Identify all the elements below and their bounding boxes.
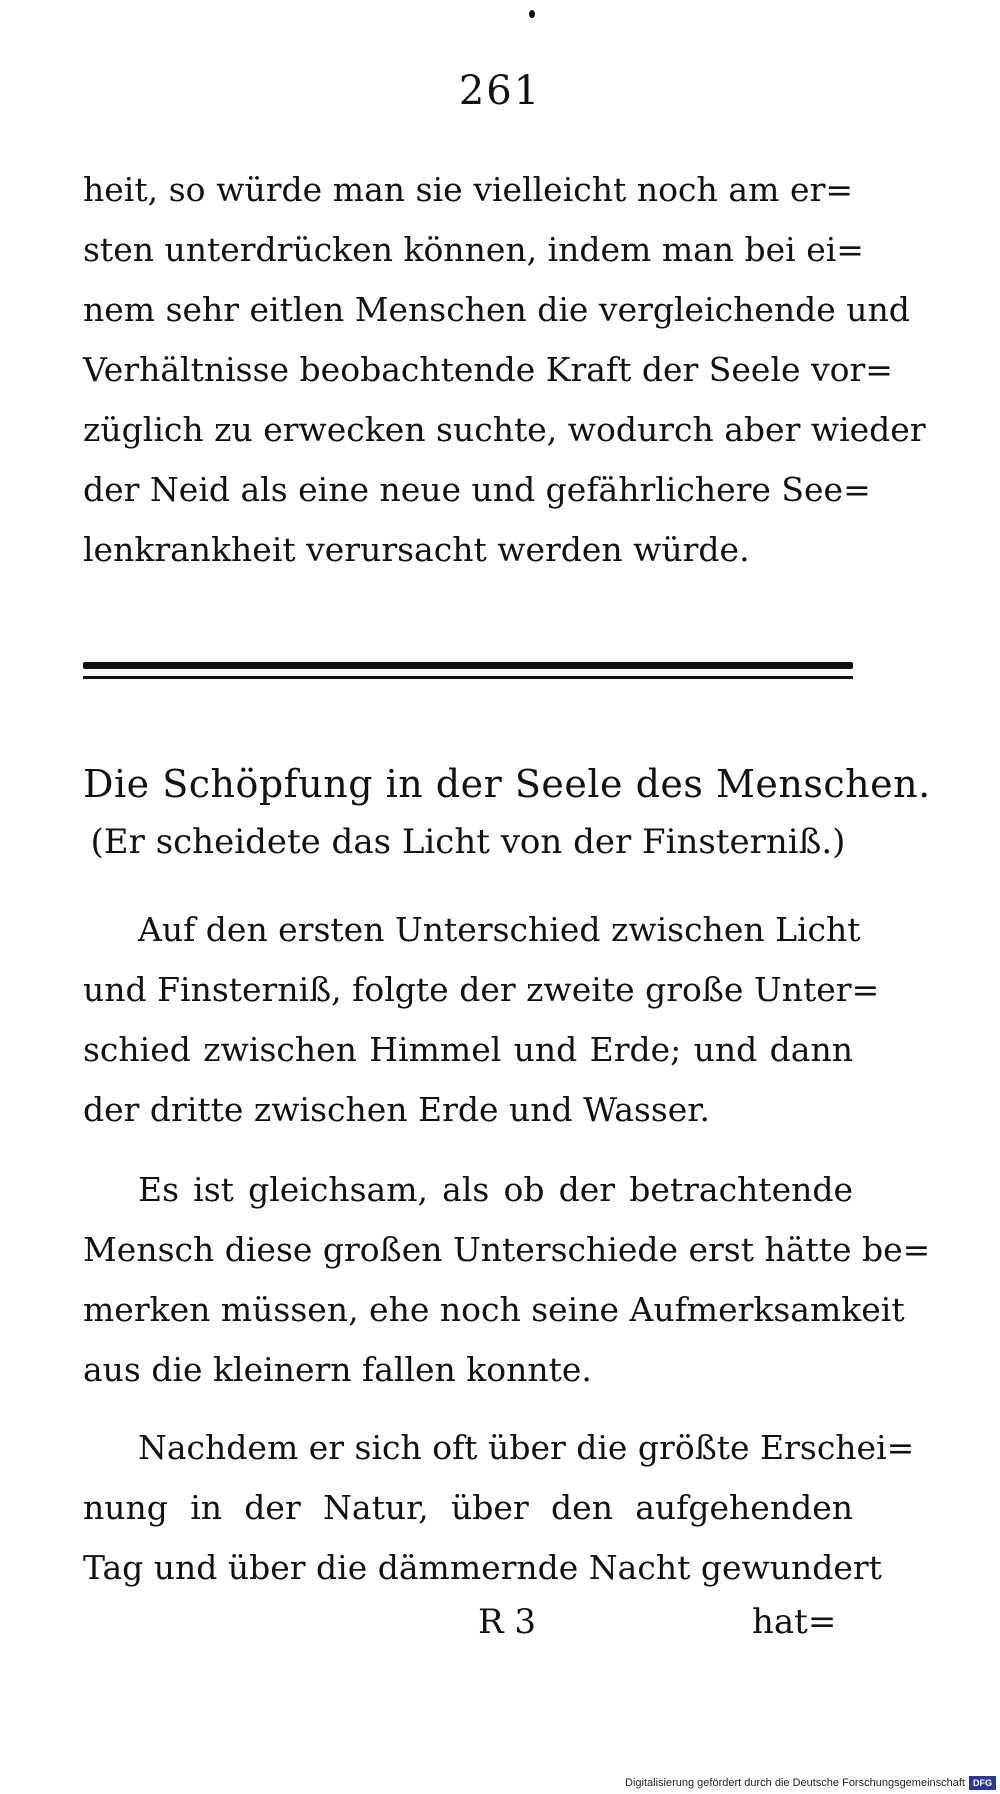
- text-line: Es ist gleichsam, als ob der betrachtende: [138, 1170, 853, 1209]
- section-subheading: (Er scheidete das Licht von der Finsterniß.): [90, 822, 846, 862]
- text-line: nem sehr eitlen Menschen die vergleichende und: [83, 290, 910, 329]
- ink-speck: [529, 10, 535, 18]
- text-line: heit, so würde man sie vielleicht noch am er=: [83, 170, 853, 209]
- dfg-logo-icon: DFG: [969, 1776, 996, 1790]
- text-line: Verhältnisse beobachtende Kraft der Seele vor=: [83, 350, 893, 389]
- footer-text: Digitalisierung gefördert durch die Deutsche Forschungsgemeinschaft: [625, 1777, 965, 1789]
- paragraph-2: [83, 1160, 931, 1400]
- text-line: der Neid als eine neue und gefährlichere See=: [83, 470, 871, 509]
- text-line: schied zwischen Himmel und Erde; und dann: [83, 1030, 853, 1069]
- text-line: der dritte zwischen Erde und Wasser.: [83, 1090, 710, 1129]
- text-line: Auf den ersten Unterschied zwischen Licht: [138, 910, 861, 949]
- paragraph-1: [83, 900, 880, 1140]
- paragraph-3: [83, 1418, 915, 1598]
- text-line: Tag und über die dämmernde Nacht gewundert: [83, 1548, 882, 1587]
- text-line: aus die kleinern fallen konnte.: [83, 1350, 592, 1389]
- text-line: merken müssen, ehe noch seine Aufmerksamkeit: [83, 1290, 905, 1329]
- section-heading: Die Schöpfung in der Seele des Menschen.: [83, 762, 931, 806]
- text-line: Nachdem er sich oft über die größte Erschei=: [138, 1428, 915, 1467]
- text-line: sten unterdrücken können, indem man bei ei=: [83, 230, 864, 269]
- text-line: züglich zu erwecken suchte, wodurch aber wieder: [83, 410, 926, 449]
- text-line: lenkrankheit verursacht werden würde.: [83, 530, 750, 569]
- continued-paragraph: [83, 160, 926, 580]
- text-line: Mensch diese großen Unterschiede erst hätte be=: [83, 1230, 931, 1269]
- divider-thin-rule: [83, 676, 853, 679]
- catchword: hat=: [752, 1602, 837, 1642]
- divider-thick-rule: [83, 662, 853, 669]
- digitization-footer: [625, 1776, 996, 1790]
- page-number: 261: [458, 68, 542, 114]
- text-line: nung in der Natur, über den aufgehenden: [83, 1488, 853, 1527]
- section-divider: [83, 662, 853, 679]
- signature-mark: R 3: [478, 1602, 537, 1642]
- text-line: und Finsterniß, folgte der zweite große Unter=: [83, 970, 880, 1009]
